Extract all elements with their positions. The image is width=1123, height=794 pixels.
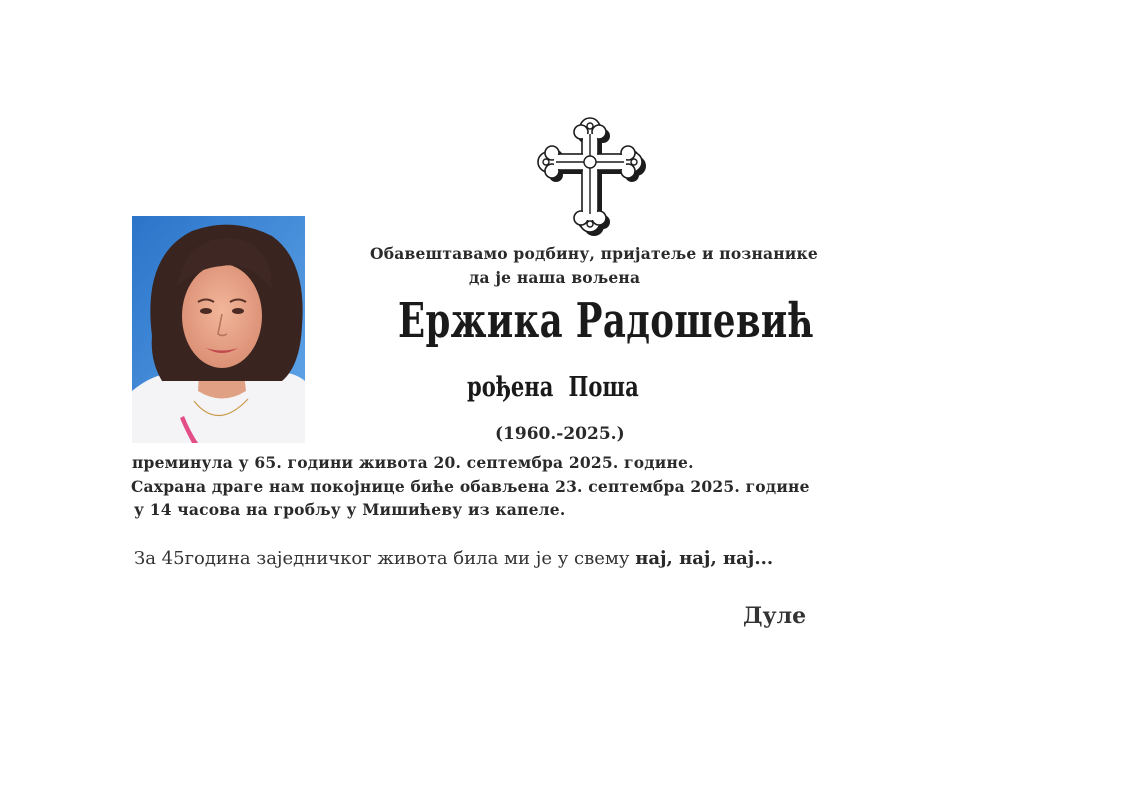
personal-message-text: За 45година заједничког живота била ми је у свему xyxy=(134,548,636,569)
death-date-line: преминула у 65. години живота 20. септембра 2025. године. xyxy=(132,453,694,472)
maiden-name: рођена Поша xyxy=(467,372,639,403)
funeral-line-1: Сахрана драге нам покојнице биће обављена 23. септембра 2025. године xyxy=(131,477,810,496)
life-years: (1960.-2025.) xyxy=(495,424,625,444)
signature: Дуле xyxy=(743,603,807,629)
deceased-name: Ержика Радошевић xyxy=(398,293,814,349)
intro-line-1: Обавештавамо родбину, пријатеље и познанике xyxy=(370,244,818,263)
funeral-line-2: у 14 часова на гробљу у Мишићеву из капеле. xyxy=(134,500,566,519)
intro-line-2: да је наша вољена xyxy=(469,268,641,287)
personal-message xyxy=(134,548,773,569)
cross-icon xyxy=(536,114,648,238)
portrait-photo xyxy=(132,216,305,443)
personal-message-emphasis: нај, нај, нај... xyxy=(635,548,774,569)
